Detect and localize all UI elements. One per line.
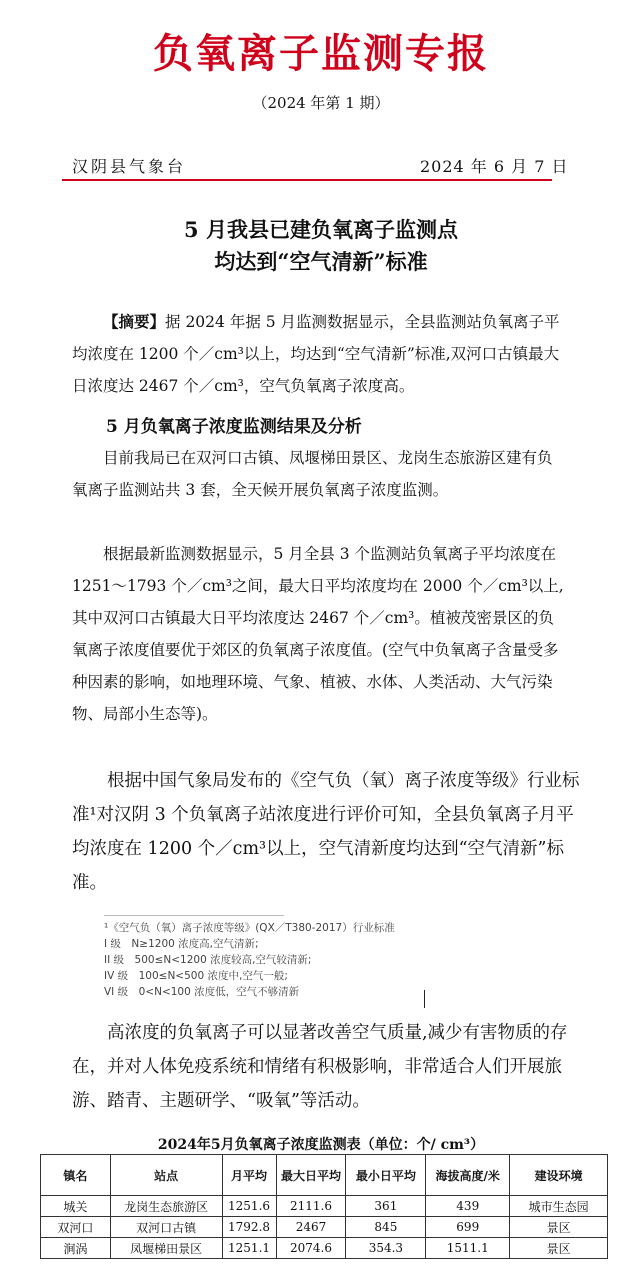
abstract-label: 【摘要】	[103, 312, 166, 331]
header-monthly-average: 月平均	[222, 1155, 276, 1196]
report-title-line-1: 5 月我县已建负氧离子监测点	[184, 217, 458, 242]
cell-min-daily-average: 361	[346, 1196, 426, 1217]
section-title: 5 月负氧离子浓度监测结果及分析	[106, 417, 362, 437]
masthead-title: 负氧离子监测专报	[153, 31, 489, 77]
footnote-source: ¹《空气负（氧）离子浓度等级》(QX／T380-2017）行业标准	[104, 922, 395, 934]
table-row	[41, 1217, 608, 1238]
header-divider	[62, 179, 552, 181]
monitoring-table	[40, 1154, 608, 1259]
paragraph-benefits: 高浓度的负氧离子可以显著改善空气质量,减少有害物质的存在，并对人体免疫系统和情绪有积极影响，非常适合人们开展旅游、踏青、主题研学、“吸氧”等活动。	[72, 1023, 568, 1111]
abstract	[72, 306, 564, 402]
cell-environment: 城市生态园	[510, 1196, 608, 1217]
table-title: 2024年5月负氧离子浓度监测表（单位：个/ cm³）	[157, 1137, 485, 1153]
table-row	[41, 1238, 608, 1259]
cell-altitude: 699	[426, 1217, 510, 1238]
issue-date: 2024 年 6 月 7 日	[420, 157, 569, 176]
cell-town: 涧涡	[41, 1238, 111, 1259]
cell-town: 双河口	[41, 1217, 111, 1238]
cell-station: 凤堰梯田景区	[110, 1238, 222, 1259]
cell-min-daily-average: 354.3	[346, 1238, 426, 1259]
header-min-daily-average: 最小日平均	[346, 1155, 426, 1196]
cell-station: 龙岗生态旅游区	[110, 1196, 222, 1217]
cell-monthly-average: 1792.8	[222, 1217, 276, 1238]
header-altitude: 海拔高度/米	[426, 1155, 510, 1196]
abstract-text: 据 2024 年据 5 月监测数据显示，全县监测站负氧离子平均浓度在 1200 个／cm³以上，均达到“空气清新”标准,双河口古镇最大日浓度达 2467 个／cm³，空气负氧离子浓度高。	[72, 313, 560, 395]
header-station: 站点	[110, 1155, 222, 1196]
footnote-divider	[104, 915, 284, 916]
text-cursor	[424, 990, 425, 1008]
cell-min-daily-average: 845	[346, 1217, 426, 1238]
report-title-line-2: 均达到“空气清新”标准	[214, 249, 428, 274]
paragraph-results: 根据最新监测数据显示，5 月全县 3 个监测站负氧离子平均浓度在 1251～1793 个／cm³之间，最大日平均浓度均在 2000 个／cm³以上,其中双河口古镇最大日平均浓度达 2467 个／cm³。植被茂密景区的负氧离子浓度值要优于郊区的负氧离子浓度值。(空气中负氧离子含量受多种因素的影响，如地理环境、气象、植被、水体、人类活动、大气污染物、局部小生态等)。	[72, 545, 564, 723]
footnote-level-2: II 级 500≤N<1200 浓度较高,空气较清新;	[104, 954, 312, 966]
footnote-level-6: VI 级 0<N<100 浓度低，空气不够清新	[104, 986, 300, 998]
issue-number: （2024 年第 1 期）	[252, 94, 390, 112]
footnote-level-4: IV 级 100≤N<500 浓度中,空气一般;	[104, 970, 288, 982]
header-environment: 建设环境	[510, 1155, 608, 1196]
table-header-row	[41, 1155, 608, 1196]
paragraph-evaluation: 根据中国气象局发布的《空气负（氧）离子浓度等级》行业标准¹对汉阴 3 个负氧离子站浓度进行评价可知，全县负氧离子月平均浓度在 1200 个／cm³以上，空气清新度均达到“空气清新”标准。	[72, 771, 580, 893]
issuing-organization: 汉阴县气象台	[72, 157, 187, 176]
header-town: 镇名	[41, 1155, 111, 1196]
cell-station: 双河口古镇	[110, 1217, 222, 1238]
header-max-daily-average: 最大日平均	[276, 1155, 346, 1196]
cell-town: 城关	[41, 1196, 111, 1217]
cell-monthly-average: 1251.1	[222, 1238, 276, 1259]
cell-altitude: 1511.1	[426, 1238, 510, 1259]
cell-altitude: 439	[426, 1196, 510, 1217]
cell-monthly-average: 1251.6	[222, 1196, 276, 1217]
cell-max-daily-average: 2074.6	[276, 1238, 346, 1259]
cell-max-daily-average: 2111.6	[276, 1196, 346, 1217]
paragraph-stations: 目前我局已在双河口古镇、凤堰梯田景区、龙岗生态旅游区建有负氧离子监测站共 3 套，全天候开展负氧离子浓度监测。	[72, 449, 553, 499]
cell-environment: 景区	[510, 1217, 608, 1238]
cell-environment: 景区	[510, 1238, 608, 1259]
table-row	[41, 1196, 608, 1217]
cell-max-daily-average: 2467	[276, 1217, 346, 1238]
footnote-level-1: I 级 N≥1200 浓度高,空气清新;	[104, 938, 259, 950]
